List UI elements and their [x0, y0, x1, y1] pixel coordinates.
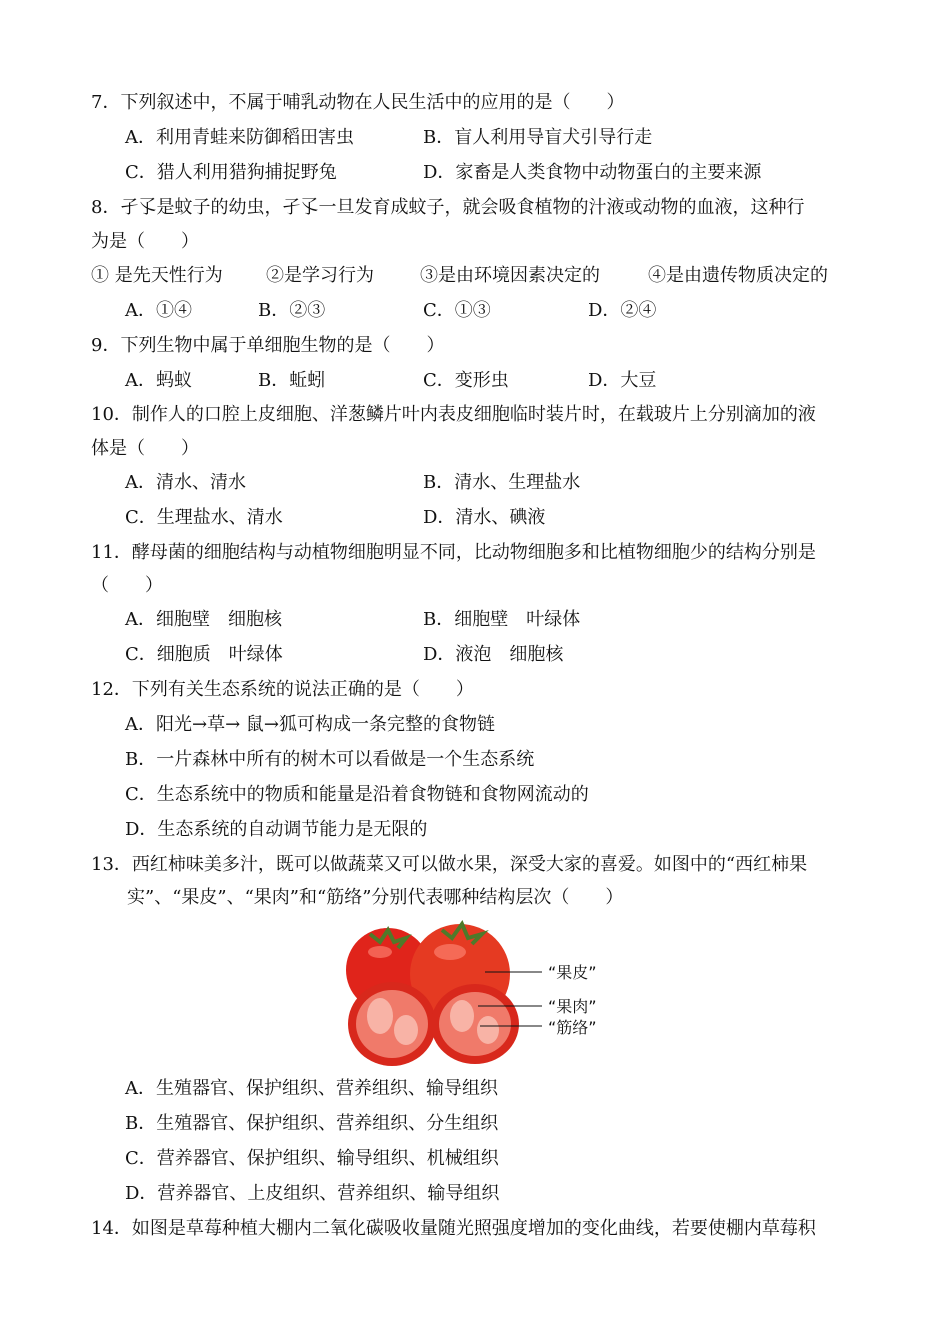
q7-option-c: C．猎人利用猎狗捕捉野兔 [125, 162, 337, 183]
q8-statement-1: ① 是先天性行为 [91, 265, 223, 286]
q11-option-a: A．细胞壁 细胞核 [125, 609, 282, 630]
q10-option-d: D．清水、碘液 [423, 507, 546, 528]
q8-option-a: A．①④ [125, 300, 192, 321]
q13-option-a: A．生殖器官、保护组织、营养组织、输导组织 [125, 1078, 498, 1099]
q12-option-d: D．生态系统的自动调节能力是无限的 [125, 819, 428, 840]
q12-stem: 12．下列有关生态系统的说法正确的是（ ） [91, 679, 474, 700]
label-flesh: “果肉” [548, 997, 597, 1016]
q9-option-a: A．蚂蚁 [125, 370, 192, 391]
q13-stem-line2: 实”、“果皮”、“果肉”和“筋络”分别代表哪种结构层次（ ） [127, 887, 624, 908]
q7-option-d: D．家畜是人类食物中动物蛋白的主要来源 [423, 162, 762, 183]
q10-stem-line2: 体是（ ） [91, 438, 199, 459]
q7-option-b: B．盲人利用导盲犬引导行走 [423, 127, 653, 148]
q8-stem-line1: 8．孑孓是蚊子的幼虫，孑孓一旦发育成蚊子，就会吸食植物的汁液或动物的血液，这种行 [91, 197, 805, 218]
q11-option-d: D．液泡 细胞核 [423, 644, 564, 665]
q9-option-c: C．变形虫 [423, 370, 509, 391]
q13-stem-line1: 13．西红柿味美多汁，既可以做蔬菜又可以做水果，深受大家的喜爱。如图中的“西红柿果 [91, 854, 808, 875]
q8-stem-line2: 为是（ ） [91, 231, 199, 252]
q13-option-c: C．营养器官、保护组织、输导组织、机械组织 [125, 1148, 499, 1169]
label-vein: “筋络” [548, 1018, 597, 1037]
q11-option-c: C．细胞质 叶绿体 [125, 644, 283, 665]
q8-option-d: D．②④ [588, 300, 657, 321]
q9-stem: 9．下列生物中属于单细胞生物的是（ ） [91, 335, 445, 356]
q8-statement-4: ④是由遗传物质决定的 [648, 265, 828, 286]
q10-option-c: C．生理盐水、清水 [125, 507, 283, 528]
q11-option-b: B．细胞壁 叶绿体 [423, 609, 581, 630]
q12-option-c: C．生态系统中的物质和能量是沿着食物链和食物网流动的 [125, 784, 589, 805]
q12-option-b: B．一片森林中所有的树木可以看做是一个生态系统 [125, 749, 535, 770]
tomato-illustration [330, 912, 630, 1072]
q11-stem-line2: （ ） [91, 575, 163, 596]
q7-option-a: A．利用青蛙来防御稻田害虫 [125, 127, 354, 148]
q8-option-b: B．②③ [258, 300, 326, 321]
q10-option-b: B．清水、生理盐水 [423, 472, 581, 493]
q9-option-d: D．大豆 [588, 370, 657, 391]
q13-option-d: D．营养器官、上皮组织、营养组织、输导组织 [125, 1183, 500, 1204]
q13-option-b: B．生殖器官、保护组织、营养组织、分生组织 [125, 1113, 499, 1134]
q11-stem-line1: 11．酵母菌的细胞结构与动植物细胞明显不同，比动物细胞多和比植物细胞少的结构分别是 [91, 542, 816, 563]
q8-option-c: C．①③ [423, 300, 491, 321]
q8-statement-3: ③是由环境因素决定的 [420, 265, 600, 286]
label-peel: “果皮” [548, 963, 597, 982]
q9-option-b: B．蚯蚓 [258, 370, 326, 391]
q7-stem: 7．下列叙述中，不属于哺乳动物在人民生活中的应用的是（ ） [91, 92, 625, 113]
tomato-figure [330, 912, 630, 1072]
q10-option-a: A．清水、清水 [125, 472, 246, 493]
q12-option-a: A．阳光→草→ 鼠→狐可构成一条完整的食物链 [125, 714, 495, 735]
q14-stem: 14．如图是草莓种植大棚内二氧化碳吸收量随光照强度增加的变化曲线，若要使棚内草莓积 [91, 1218, 816, 1239]
q8-statement-2: ②是学习行为 [266, 265, 374, 286]
q10-stem-line1: 10．制作人的口腔上皮细胞、洋葱鳞片叶内表皮细胞临时装片时，在载玻片上分别滴加的液 [91, 404, 816, 425]
